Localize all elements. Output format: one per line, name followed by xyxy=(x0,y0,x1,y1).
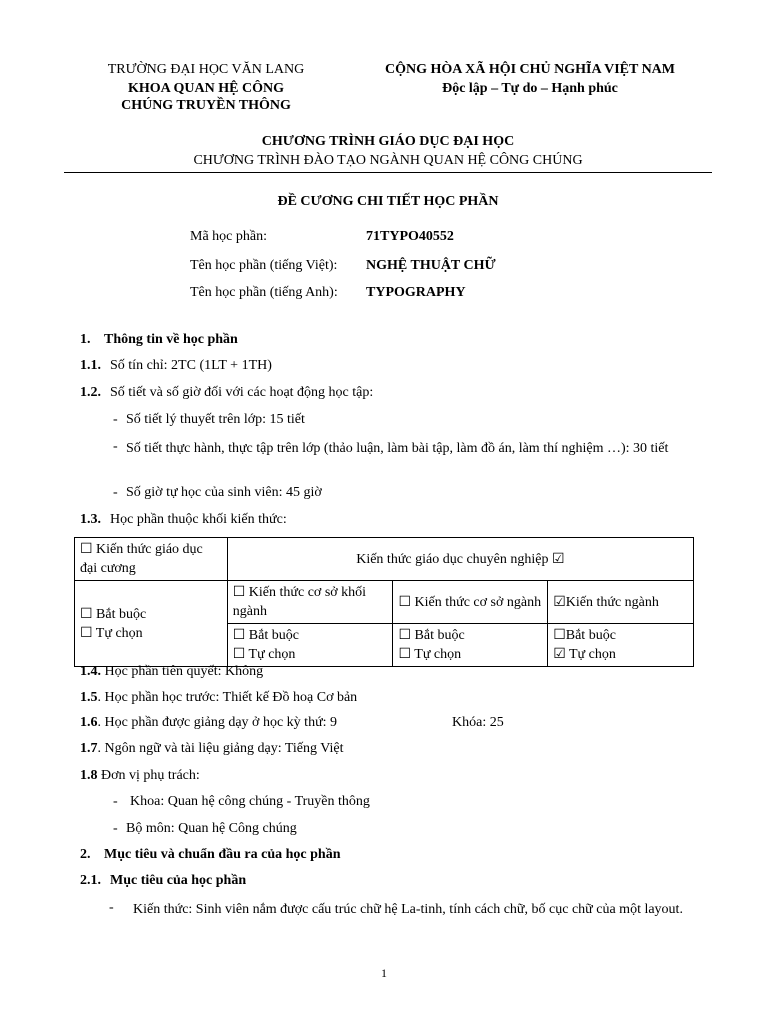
hours-intro: Số tiết và số giờ đối với các hoạt động học tập: xyxy=(110,385,374,400)
department-unit: Bộ môn: Quan hệ Công chúng xyxy=(126,821,297,836)
language-text: . Ngôn ngữ và tài liệu giảng dạy: Tiếng Việt xyxy=(97,741,344,756)
page-number: 1 xyxy=(381,966,387,980)
base-block-cell: ☐ Kiến thức cơ sở khối ngành xyxy=(227,581,393,624)
knowledge-block-table xyxy=(74,537,694,667)
header-divider xyxy=(64,172,712,173)
section-1-5-number: 1.5 xyxy=(80,690,98,705)
section-2-1-title: Mục tiêu của học phần xyxy=(110,873,247,888)
prerequisite-text: Học phần tiên quyết: Không xyxy=(104,664,264,679)
section-1-2-number: 1.2. xyxy=(80,385,101,400)
major-required-option: ☐Bắt buộc xyxy=(553,628,616,643)
previous-course-text: . Học phần học trước: Thiết kế Đồ hoạ Cơ bản xyxy=(97,690,358,705)
base-required-option: ☐ Bắt buộc xyxy=(232,628,299,643)
base-elective-option: ☐ Tự chọn xyxy=(232,647,296,662)
faculty-name-line1: KHOA QUAN HỆ CÔNG xyxy=(128,81,284,96)
section-1-4-number: 1.4. xyxy=(80,664,101,679)
program-title: CHƯƠNG TRÌNH GIÁO DỤC ĐẠI HỌC xyxy=(261,134,515,149)
section-1-3-number: 1.3. xyxy=(80,512,101,527)
bullet-dash: - xyxy=(113,821,118,836)
base-block-options-cell xyxy=(227,624,393,667)
theory-hours: Số tiết lý thuyết trên lớp: 15 tiết xyxy=(126,412,305,427)
credits-text: Số tín chỉ: 2TC (1LT + 1TH) xyxy=(110,358,272,373)
bullet-dash: - xyxy=(113,412,118,427)
major-knowledge-cell: ☑Kiến thức ngành xyxy=(548,581,694,624)
bullet-dash: - xyxy=(113,485,118,500)
section-1-number: 1. xyxy=(80,332,91,347)
faculty-unit: Khoa: Quan hệ công chúng - Truyền thông xyxy=(130,794,370,809)
faculty-name-line2: CHÚNG TRUYỀN THÔNG xyxy=(121,98,291,113)
section-1-8-number: 1.8 xyxy=(80,768,98,783)
professional-knowledge-cell: Kiến thức giáo dục chuyên nghiệp ☑ xyxy=(227,538,693,581)
section-1-7-number: 1.7 xyxy=(80,741,98,756)
bullet-dash: - xyxy=(113,794,118,809)
semester-text: . Học phần được giảng dạy ở học kỳ thứ: 9 xyxy=(97,715,338,730)
course-name-en-value: TYPOGRAPHY xyxy=(366,285,466,300)
knowledge-objective: Kiến thức: Sinh viên nắm được cấu trúc chữ hệ La-tinh, tính cách chữ, bố cục chữ của một layout. xyxy=(133,902,683,917)
cohort-text: Khóa: 25 xyxy=(452,715,504,730)
course-name-vi-value: NGHỆ THUẬT CHỮ xyxy=(366,258,496,273)
major-elective-option: ☑ Tự chọn xyxy=(553,647,616,662)
national-motto: Độc lập – Tự do – Hạnh phúc xyxy=(442,81,618,96)
practice-hours: Số tiết thực hành, thực tập trên lớp (thảo luận, làm bài tập, làm đồ án, làm thí nghiệm …): 30 tiết xyxy=(126,441,669,456)
major-options-cell xyxy=(548,624,694,667)
course-name-en-label: Tên học phần (tiếng Anh): xyxy=(190,285,338,300)
general-knowledge-cell: ☐ Kiến thức giáo dục đại cương xyxy=(75,538,228,581)
section-2-title: Mục tiêu và chuẩn đầu ra của học phần xyxy=(104,847,341,862)
course-code-value: 71TYPO40552 xyxy=(366,229,454,244)
national-title: CỘNG HÒA XÃ HỘI CHỦ NGHĨA VIỆT NAM xyxy=(384,62,675,77)
general-required-option: ☐ Bắt buộc xyxy=(80,606,147,622)
bullet-dash: - xyxy=(113,439,118,454)
base-major-required-option: ☐ Bắt buộc xyxy=(398,628,465,643)
base-major-options-cell xyxy=(393,624,548,667)
knowledge-block-intro: Học phần thuộc khối kiến thức: xyxy=(110,512,287,527)
language-line xyxy=(80,742,344,756)
responsible-unit-text: Đơn vị phụ trách: xyxy=(97,768,200,783)
section-2-1-number: 2.1. xyxy=(80,873,101,888)
self-study-hours: Số giờ tự học của sinh viên: 45 giờ xyxy=(126,485,322,500)
bullet-dash: - xyxy=(109,900,114,915)
general-elective-option: ☐ Tự chọn xyxy=(80,625,143,641)
section-1-6-number: 1.6 xyxy=(80,715,98,730)
course-code-label: Mã học phần: xyxy=(190,229,267,244)
responsible-unit-line xyxy=(80,769,200,783)
university-name: TRƯỜNG ĐẠI HỌC VĂN LANG xyxy=(107,62,305,77)
base-major-cell: ☐ Kiến thức cơ sở ngành xyxy=(393,581,548,624)
general-options-cell xyxy=(75,581,228,667)
section-2-number: 2. xyxy=(80,847,91,862)
section-1-1-number: 1.1. xyxy=(80,358,101,373)
program-subtitle: CHƯƠNG TRÌNH ĐÀO TẠO NGÀNH QUAN HỆ CÔNG CHÚNG xyxy=(193,153,583,168)
semester-line xyxy=(80,716,337,730)
section-1-title: Thông tin về học phần xyxy=(104,332,238,347)
base-major-elective-option: ☐ Tự chọn xyxy=(398,647,462,662)
document-title: ĐỀ CƯƠNG CHI TIẾT HỌC PHẦN xyxy=(277,194,499,209)
course-name-vi-label: Tên học phần (tiếng Việt): xyxy=(190,258,338,273)
prerequisite-line xyxy=(80,665,263,679)
previous-course-line xyxy=(80,691,357,705)
